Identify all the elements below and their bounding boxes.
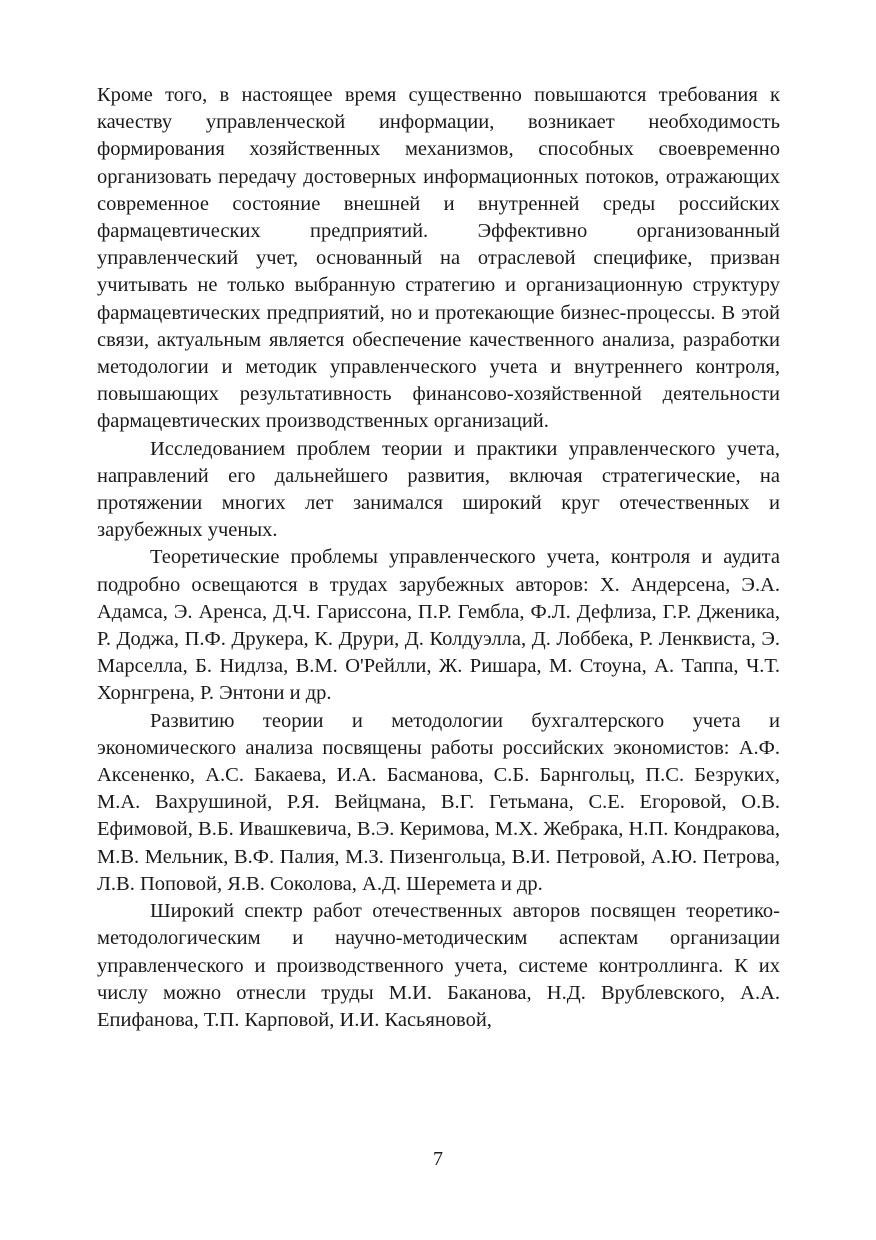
paragraph-continuation: Кроме того, в настоящее время существенно повышаются требования к качеству управленческой информации, возникает необходимость формирования хозяйственных механизмов, способных своевременно организовать передачу достоверных информационных потоков, отражающих современное состояние внешней и внутренней среды российских фармацевтических предприятий. Эффективно организованный управленческий учет, основанный на отраслевой специфике, призван учитывать не только выбранную стратегию и организационную структуру фармацевтических предприятий, но и протекающие бизнес-процессы. В этой связи, актуальным является обеспечение качественного анализа, разработки методологии и методик управленческого учета и внутреннего контроля, повышающих результативность финансово-хозяйственной деятельности фармацевтических производственных организаций. bbox=[97, 84, 780, 433]
paragraph-foreign-authors: Теоретические проблемы управленческого учета, контроля и аудита подробно освещаются в трудах зарубежных авторов: Х. Андерсена, Э.А. Адамса, Э. Аренса, Д.Ч. Гариссона, П.Р. Гембла, Ф.Л. Дефлиза, Г.Р. Дженика, Р. Доджа, П.Ф. Друкера, К. Друри, Д. Колдуэлла, Д. Лоббека, Р. Ленквиста, Э. Марселла, Б. Нидлза, В.М. О'Рейлли, Ж. Ришара, М. Стоуна, А. Таппа, Ч.Т. Хорнгрена, Р. Энтони и др. bbox=[97, 546, 780, 705]
paragraph-russian-economists: Развитию теории и методологии бухгалтерского учета и экономического анализа посвящены работы российских экономистов: А.Ф. Аксененко, А.С. Бакаева, И.А. Басманова, С.Б. Барнгольц, П.С. Безруких, М.А. Вахрушиной, Р.Я. Вейцмана, В.Г. Гетьмана, С.Е. Егоровой, О.В. Ефимовой, В.Б. Ивашкевича, В.Э. Керимова, М.Х. Жебрака, Н.П. Кондракова, М.В. Мельник, В.Ф. Палия, М.З. Пизенгольца, В.И. Петровой, А.Ю. Петрова, Л.В. Поповой, Я.В. Соколова, А.Д. Шеремета и др. bbox=[97, 709, 780, 895]
page-number: 7 bbox=[433, 1148, 443, 1170]
paragraph-research-overview: Исследованием проблем теории и практики управленческого учета, направлений его дальнейшего развития, включая стратегические, на протяжении многих лет занимался широкий круг отечественных и зарубежных ученых. bbox=[97, 437, 780, 542]
body-text bbox=[97, 82, 780, 1034]
paragraph-domestic-authors: Широкий спектр работ отечественных авторов посвящен теоретико-методологическим и научно-методическим аспектам организации управленческого и производственного учета, системе контроллинга. К их числу можно отнесли труды М.И. Баканова, Н.Д. Врублевского, А.А. Епифанова, Т.П. Карповой, И.И. Касьяновой, bbox=[97, 900, 780, 1031]
